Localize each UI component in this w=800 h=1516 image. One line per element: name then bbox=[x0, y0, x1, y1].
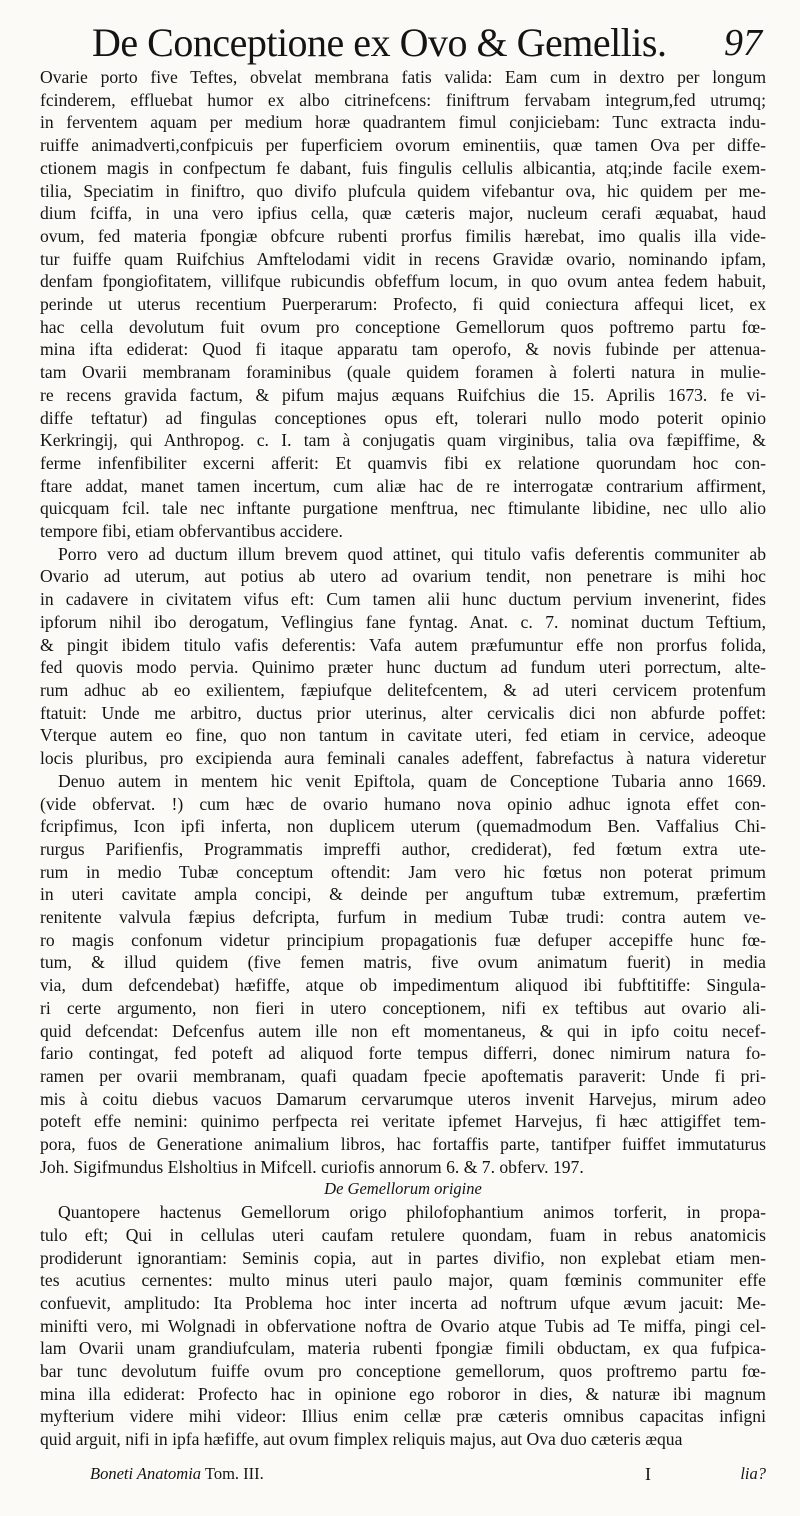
section-heading: De Gemellorum origine bbox=[324, 1179, 482, 1199]
text-line: mis à coitu diebus vacuos Damarum cervarumque uteros invenit Harvejus, mirum adeo bbox=[40, 1088, 766, 1109]
text-line: fcinderem, effluebat humor ex albo citrinefcens: finiftrum fervabam integrum,fed utrumq; bbox=[40, 89, 766, 110]
text-line: Porro vero ad ductum illum brevem quod attinet, qui titulo vafis deferentis communiter ab bbox=[58, 543, 766, 564]
text-line: ro magis confonum videtur principium propagationis fuæ defuper accepiffe hunc fœ- bbox=[40, 929, 766, 950]
body-text bbox=[40, 66, 766, 1451]
running-header bbox=[0, 18, 800, 72]
text-line: mina illa ediderat: Profecto hac in opinione ego roboror in dies, & naturæ ibi magnum bbox=[40, 1383, 766, 1404]
text-line: renitente valvula fæpius defcripta, furfum in medium Tubæ trudi: contra autem ve- bbox=[40, 907, 766, 928]
text-line: Ovario ad uterum, aut potius ab utero ad ovarium tendit, non penetrare is mihi hoc bbox=[40, 566, 766, 587]
text-line: Denuo autem in mentem hic venit Epiftola, quam de Conceptione Tubaria anno 1669. bbox=[58, 770, 766, 791]
text-line: ri certe argumento, non fieri in utero conceptionem, nifi ex teftibus aut ovario ali- bbox=[40, 997, 766, 1018]
text-line: & pingit ibidem titulo vafis deferentis: Vafa autem præfumuntur effe non prorfus folida, bbox=[40, 634, 766, 655]
text-line: (vide obfervat. !) cum hæc de ovario humano nova opinio adhuc ignota effet con- bbox=[40, 793, 766, 814]
text-line: ramen per ovarii membranam, quafi quadam fpecie apoftematis paraverit: Unde fi pri- bbox=[40, 1065, 766, 1086]
text-line: confuevit, amplitudo: Ita Problema hoc inter incerta ad noftrum ufque ævum jacuit: Me- bbox=[40, 1292, 766, 1313]
text-line: ftatuit: Unde me arbitro, ductus prior uterinus, alter cervicalis dici non abfurde poffet: bbox=[40, 702, 766, 723]
text-line: fcripfimus, Icon ipfi inferta, non duplicem uterum (quemadmodum Ben. Vaffalius Chi- bbox=[40, 816, 766, 837]
text-line: tempore fibi, etiam obfervantibus accidere. bbox=[40, 521, 343, 542]
text-line: in uteri cavitate ampla concipi, & deinde per anguftum tubæ extremum, præfertim bbox=[40, 884, 766, 905]
footer-book-author: Boneti Anatomia bbox=[90, 1464, 202, 1483]
text-line: poteft effe nemini: quinimo perfpecta rei veritate ipfemet Harvejus, fi hæc attigiffet tem- bbox=[40, 1111, 766, 1132]
text-line: dium fciffa, in una vero ipfius cella, quæ cæteris major, nucleum cerafi æquabat, haud bbox=[40, 203, 766, 224]
text-line: minifti vero, mi Wolgnadi in obfervatione noftra de Ovario atque Tubis ad Te miffa, pingi cel- bbox=[40, 1315, 766, 1336]
text-line: pora, fuos de Generatione animalium libros, hac fortaffis parte, tantifper fuiffet immutaturus bbox=[40, 1134, 766, 1155]
text-line: bar tunc devolutum fuiffe ovum pro conceptione gemellorum, quos proftremo partu fœ- bbox=[40, 1361, 766, 1382]
text-line: in cadavere in civitatem vifus eft: Cum tamen alii hunc ductum pervium invenerint, fides bbox=[40, 589, 766, 610]
text-line: lam Ovarii unam grandiufculam, materia rubenti fpongiæ fimili obductam, ex qua fufpica- bbox=[40, 1338, 766, 1359]
text-line: Joh. Sigifmundus Elsholtius in Mifcell. curiofis annorum 6. & 7. obferv. 197. bbox=[40, 1156, 584, 1177]
text-line: re recens gravida factum, & pifum majus æquans Ruifchius die 15. Aprilis 1673. fe vi- bbox=[40, 384, 766, 405]
text-line: rurgus Parifienfis, Programmatis impreffi author, crediderat), fed fœtum extra ute- bbox=[40, 838, 766, 859]
text-line: Kerkringij, qui Anthropog. c. I. tam à conjugatis quam virginibus, talia ova fæpiffime, & bbox=[40, 430, 766, 451]
text-line: tam Ovarii membranam foraminibus (quale quidem foramen à folerti natura in mulie- bbox=[40, 362, 766, 383]
text-line: quid defcendat: Defcenfus autem ille non eft momentaneus, & qui in ipfo coitu necef- bbox=[40, 1020, 766, 1041]
text-line: tulo eft; Qui in cellulas uteri caufam retulere quondam, fuam in rebus anatomicis bbox=[40, 1224, 766, 1245]
text-line: rum in medio Tubæ conceptum oftendit: Jam vero hic fœtus non poterat primum bbox=[40, 861, 766, 882]
text-line: locis pluribus, pro excipienda aura feminali canales adeffent, fabrefactus à natura videretur bbox=[40, 748, 766, 769]
text-line: rum adhuc ab eo exilientem, fæpiufque delitefcentem, & ad uteri cervicem protenfum bbox=[40, 679, 766, 700]
text-line: ctionem magis in confpectum fe dabant, fuis fingulis cellulis albicantia, atq;inde facile exem- bbox=[40, 157, 766, 178]
page-number: 97 bbox=[724, 22, 762, 64]
text-line: via, dum defcendebat) hæfiffe, atque ob impedimentum aliquod ibi fubftitiffe: Singula- bbox=[40, 975, 766, 996]
text-line: quicquam fcil. tale nec inftante purgatione menftrua, nec ftimulante libidine, nec ullo alio bbox=[40, 498, 766, 519]
signature-mark: I bbox=[645, 1464, 651, 1484]
text-line: ovum, fed materia fpongiæ obfcure rubenti prorfus fimilis hærebat, imo qualis illa vide- bbox=[40, 225, 766, 246]
text-line: hac cella devolutum fuit ovum pro conceptione Gemellorum quos poftremo partu fœ- bbox=[40, 316, 766, 337]
text-line: fario contingat, fed poteft ad aliquod forte tempus differri, donec nimirum natura fo- bbox=[40, 1043, 766, 1064]
text-line: tur fuiffe quam Ruifchius Amftelodami vidit in recens Gravidæ ovario, nominando ipfam, bbox=[40, 248, 766, 269]
text-line: mina ifta ediderat: Quod fi itaque apparatu tam operofo, & novis fubinde per attenua- bbox=[40, 339, 766, 360]
text-line: tum, & illud quidem (five femen matris, five ovum animatum fuerit) in media bbox=[40, 952, 766, 973]
text-line: ftare addat, manet tamen incertum, cum aliæ hac de re interrogatæ contrarium affirment, bbox=[40, 475, 766, 496]
text-line: perinde ut uterus recentium Puerperarum: Profecto, fi quid coniectura affequi licet, ex bbox=[40, 294, 766, 315]
text-line: fed quovis modo pervia. Quinimo præter hunc ductum ad fundum uteri porrectum, alte- bbox=[40, 657, 766, 678]
page-title: De Conceptione ex Ovo & Gemellis. bbox=[92, 20, 667, 65]
text-line: ipforum nihil ibo derogatum, Veflingius fane fyntag. Anat. c. 7. nominat ductum Teftium, bbox=[40, 611, 766, 632]
text-line: prodiderunt ignorantiam: Seminis copia, aut in partes divifio, non explebat etiam men- bbox=[40, 1247, 766, 1268]
catchword: lia? bbox=[740, 1464, 766, 1483]
text-line: ferme infenfibiliter excerni afferit: Et quamvis fibi ex relatione quorundam hoc con- bbox=[40, 452, 766, 473]
page-footer bbox=[40, 1463, 766, 1487]
text-line: Quantopere hactenus Gemellorum origo philofophantium animos torferit, in propa- bbox=[58, 1202, 766, 1223]
text-line: tilia, Speciatim in finiftro, quo divifo plufcula quidem vifebantur ova, hic quidem per me- bbox=[40, 180, 766, 201]
footer-book-title bbox=[90, 1463, 264, 1485]
text-line: tes acutius cernentes: multo minus uteri paulo major, quam fœminis communiter effe bbox=[40, 1270, 766, 1291]
text-line: Ovarie porto five Teftes, obvelat membrana fatis valida: Eam cum in dextro per longum bbox=[40, 67, 766, 87]
footer-volume: Tom. III. bbox=[204, 1464, 264, 1483]
text-line: denfam fpongiofitatem, villifque rubicundis obfeffum locum, in quo ovum antea fedem habuit, bbox=[40, 271, 766, 292]
text-line: myfterium videre mihi videor: Illius enim cellæ præ cæteris omnibus capacitas infigni bbox=[40, 1406, 766, 1427]
text-line: diffe teftatur) ad fingulas conceptiones opus eft, tolerari nullo modo poterit opinio bbox=[40, 407, 766, 428]
text-line: ruiffe animadverti,confpicuis per fuperficiem ovorum eminentiis, quæ tamen Ova per diffe- bbox=[40, 135, 766, 156]
text-line: quid arguit, nifi in ipfa hæfiffe, aut ovum fimplex reliquis majus, aut Ova duo cæteris æqua bbox=[40, 1429, 683, 1450]
text-line: Vterque autem eo fine, quo non tantum in cavitate uteri, fed etiam in cervice, adeoque bbox=[40, 725, 766, 746]
text-line: in ferventem aquam per medium horæ quadrantem fimul conjiciebam: Tunc extracta indu- bbox=[40, 112, 766, 133]
